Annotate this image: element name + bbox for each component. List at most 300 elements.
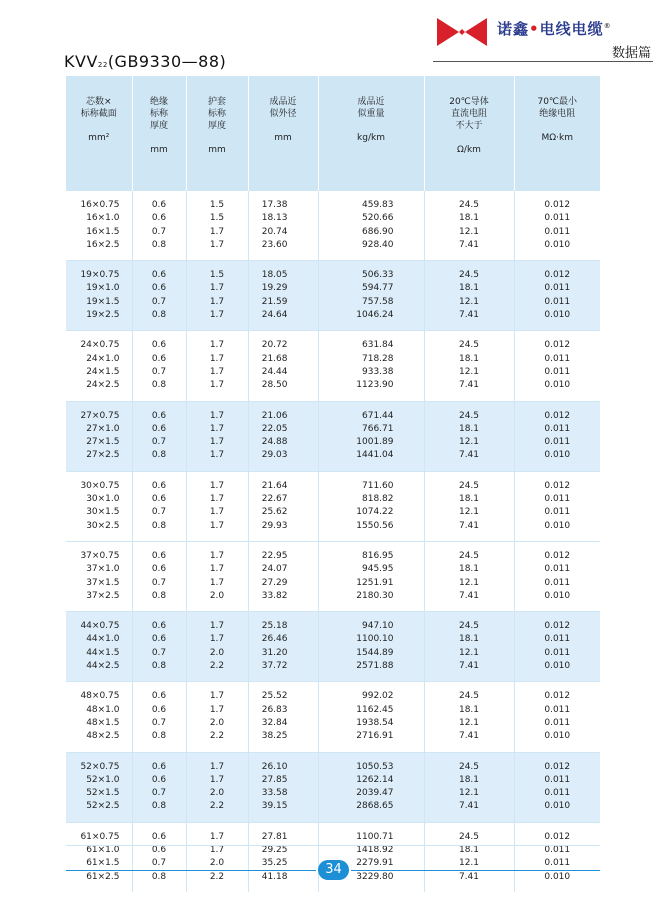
table-cell: 1.7 bbox=[186, 633, 248, 646]
table-cell: 27×1.5 bbox=[66, 436, 132, 449]
header-line: 绝缘 bbox=[149, 97, 168, 107]
table-cell: 35.25 bbox=[248, 857, 318, 870]
table-cell: 1.5 bbox=[186, 212, 248, 225]
table-cell: 1.7 bbox=[186, 844, 248, 857]
table-cell: 1050.53 bbox=[318, 752, 424, 774]
table-cell: 7.41 bbox=[424, 730, 514, 752]
table-cell: 1.7 bbox=[186, 704, 248, 717]
table-cell: 32.84 bbox=[248, 717, 318, 730]
table-cell: 44×1.0 bbox=[66, 633, 132, 646]
table-row bbox=[66, 563, 600, 576]
table-row bbox=[66, 309, 600, 331]
table-cell: 31.20 bbox=[248, 647, 318, 660]
page-title: KVV22(GB9330—88) bbox=[64, 52, 227, 71]
table-cell: 18.05 bbox=[248, 261, 318, 283]
table-cell: 12.1 bbox=[424, 296, 514, 309]
table-cell: 0.6 bbox=[132, 682, 186, 704]
table-cell: 0.6 bbox=[132, 282, 186, 295]
table-header-row bbox=[66, 76, 600, 191]
table-cell: 0.8 bbox=[132, 871, 186, 892]
table-cell: 21.59 bbox=[248, 296, 318, 309]
table-cell: 7.41 bbox=[424, 449, 514, 471]
table-cell: 2039.47 bbox=[318, 787, 424, 800]
table-cell: 16×1.0 bbox=[86, 213, 120, 224]
table-cell: 0.011 bbox=[514, 563, 600, 576]
table-cell: 26.46 bbox=[248, 633, 318, 646]
table-cell: 24×1.0 bbox=[86, 353, 120, 364]
table-cell: 37×1.0 bbox=[86, 564, 120, 575]
table-cell: 24.5 bbox=[424, 261, 514, 283]
table-cell: 945.95 bbox=[318, 563, 424, 576]
table-cell: 0.6 bbox=[132, 822, 186, 844]
table-cell: 48×2.5 bbox=[86, 731, 120, 742]
table-cell: 12.1 bbox=[424, 506, 514, 519]
table-cell: 27×2.5 bbox=[66, 449, 132, 471]
table-row bbox=[66, 296, 600, 309]
table-cell: 25.62 bbox=[248, 506, 318, 519]
table-cell: 1100.71 bbox=[318, 822, 424, 844]
row-group bbox=[66, 261, 600, 331]
header-line: 似重量 bbox=[357, 109, 385, 119]
column-header-7 bbox=[514, 76, 600, 191]
table-cell: 459.83 bbox=[318, 191, 424, 212]
table-cell: 21.06 bbox=[248, 401, 318, 423]
table-cell: 0.6 bbox=[132, 844, 186, 857]
table-row bbox=[66, 401, 600, 423]
table-cell: 37×2.5 bbox=[86, 590, 120, 601]
header-unit: mm bbox=[274, 133, 292, 143]
table-cell: 0.6 bbox=[132, 704, 186, 717]
table-cell: 0.012 bbox=[514, 541, 600, 563]
table-cell: 0.011 bbox=[514, 774, 600, 787]
table-cell: 1.7 bbox=[186, 366, 248, 379]
table-cell: 12.1 bbox=[424, 366, 514, 379]
table-cell: 1.7 bbox=[186, 331, 248, 353]
table-cell: 0.010 bbox=[514, 520, 600, 542]
table-cell: 18.1 bbox=[424, 493, 514, 506]
table-cell: 37×0.75 bbox=[66, 541, 132, 563]
table-cell: 1441.04 bbox=[318, 449, 424, 471]
table-cell: 39.15 bbox=[248, 800, 318, 822]
column-header-4 bbox=[248, 76, 318, 191]
table-cell: 711.60 bbox=[318, 471, 424, 493]
table-row bbox=[66, 282, 600, 295]
table-cell: 0.011 bbox=[514, 844, 600, 857]
table-cell: 41.18 bbox=[248, 871, 318, 892]
table-cell: 21.64 bbox=[248, 471, 318, 493]
table-row bbox=[66, 647, 600, 660]
table-cell: 0.011 bbox=[514, 704, 600, 717]
table-cell: 7.41 bbox=[424, 871, 514, 892]
table-cell: 0.6 bbox=[132, 353, 186, 366]
table-cell: 1.7 bbox=[186, 239, 248, 261]
table-cell: 0.011 bbox=[514, 493, 600, 506]
table-cell: 0.6 bbox=[132, 191, 186, 212]
table-cell: 30×0.75 bbox=[66, 471, 132, 493]
table-cell: 0.6 bbox=[132, 493, 186, 506]
table-cell: 12.1 bbox=[424, 436, 514, 449]
table-cell: 2.0 bbox=[186, 857, 248, 870]
header-line: 20℃导体 bbox=[449, 97, 489, 107]
table-cell: 0.012 bbox=[514, 471, 600, 493]
table-cell: 1.7 bbox=[186, 449, 248, 471]
header-line: 直流电阻 bbox=[450, 109, 487, 119]
table-cell: 0.012 bbox=[514, 401, 600, 423]
table-cell: 0.011 bbox=[514, 436, 600, 449]
table-row bbox=[66, 471, 600, 493]
table-cell: 7.41 bbox=[424, 520, 514, 542]
table-row bbox=[66, 366, 600, 379]
table-cell: 0.7 bbox=[132, 647, 186, 660]
header-line: 70℃最小 bbox=[537, 97, 578, 107]
table-cell: 1550.56 bbox=[318, 520, 424, 542]
table-cell: 12.1 bbox=[424, 787, 514, 800]
table-cell: 7.41 bbox=[424, 239, 514, 261]
table-cell: 1.7 bbox=[186, 822, 248, 844]
header-line: 芯数× bbox=[85, 97, 112, 107]
table-row bbox=[66, 612, 600, 634]
table-cell: 24.5 bbox=[424, 752, 514, 774]
row-group bbox=[66, 752, 600, 822]
table-cell: 1.7 bbox=[186, 506, 248, 519]
table-cell: 0.6 bbox=[132, 612, 186, 634]
table-row bbox=[66, 541, 600, 563]
table-cell: 686.90 bbox=[318, 226, 424, 239]
table-cell: 0.7 bbox=[132, 717, 186, 730]
table-cell: 48×1.0 bbox=[86, 704, 120, 715]
table-cell: 0.010 bbox=[514, 379, 600, 401]
table-cell: 33.82 bbox=[248, 590, 318, 612]
header-line: 成品近 bbox=[357, 97, 385, 107]
table-cell: 19×1.0 bbox=[66, 282, 132, 295]
header-unit: Ω/km bbox=[457, 145, 481, 155]
table-cell: 1.7 bbox=[186, 436, 248, 449]
table-cell: 1251.91 bbox=[318, 577, 424, 590]
table-cell: 44×1.5 bbox=[66, 647, 132, 660]
table-row bbox=[66, 353, 600, 366]
table-cell: 1162.45 bbox=[318, 704, 424, 717]
table-cell: 1.7 bbox=[186, 563, 248, 576]
table-cell: 594.77 bbox=[318, 282, 424, 295]
table-cell: 37×1.5 bbox=[86, 577, 120, 588]
table-cell: 30×1.0 bbox=[86, 494, 120, 505]
table-cell: 37.72 bbox=[248, 660, 318, 682]
table-cell: 1544.89 bbox=[318, 647, 424, 660]
table-cell: 0.8 bbox=[132, 730, 186, 752]
table-cell: 22.95 bbox=[248, 541, 318, 563]
table-cell: 27.85 bbox=[248, 774, 318, 787]
header-line: 绝缘电阻 bbox=[539, 109, 576, 119]
row-group bbox=[66, 822, 600, 892]
table-cell: 1.7 bbox=[186, 309, 248, 331]
table-cell: 52×1.0 bbox=[66, 774, 132, 787]
table-cell: 24.07 bbox=[248, 563, 318, 576]
table-cell: 1123.90 bbox=[318, 379, 424, 401]
table-cell: 1418.92 bbox=[318, 844, 424, 857]
table-row bbox=[66, 506, 600, 519]
table-cell: 1.7 bbox=[186, 577, 248, 590]
table-cell: 33.58 bbox=[248, 787, 318, 800]
table-cell: 2.0 bbox=[186, 647, 248, 660]
table-cell: 29.93 bbox=[248, 520, 318, 542]
table-row bbox=[66, 331, 600, 353]
header-divider bbox=[433, 61, 653, 62]
table-cell: 1.7 bbox=[186, 541, 248, 563]
table-cell: 38.25 bbox=[248, 730, 318, 752]
table-cell: 24.5 bbox=[424, 682, 514, 704]
table-row bbox=[66, 752, 600, 774]
table-cell: 0.011 bbox=[514, 226, 600, 239]
table-cell: 0.011 bbox=[514, 212, 600, 225]
table-cell: 12.1 bbox=[424, 857, 514, 870]
table-cell: 27×1.0 bbox=[66, 423, 132, 436]
table-cell: 1.7 bbox=[186, 226, 248, 239]
header-line: 成品近 bbox=[269, 97, 297, 107]
header-unit: MΩ·km bbox=[541, 133, 573, 143]
table-cell: 1.7 bbox=[186, 471, 248, 493]
table-bottom-rule bbox=[66, 845, 600, 846]
table-cell: 0.7 bbox=[132, 296, 186, 309]
table-cell: 1046.24 bbox=[318, 309, 424, 331]
row-group bbox=[66, 471, 600, 541]
table-cell: 0.012 bbox=[514, 191, 600, 212]
table-cell: 2180.30 bbox=[318, 590, 424, 612]
table-cell: 16×0.75 bbox=[80, 200, 120, 210]
table-cell: 0.010 bbox=[514, 660, 600, 682]
table-cell: 0.6 bbox=[132, 752, 186, 774]
table-cell: 1.7 bbox=[186, 493, 248, 506]
table-cell: 61×0.75 bbox=[66, 822, 132, 844]
table-cell: 28.50 bbox=[248, 379, 318, 401]
table-cell: 24.5 bbox=[424, 822, 514, 844]
table-cell: 24.44 bbox=[248, 366, 318, 379]
table-row bbox=[66, 577, 600, 590]
section-subtitle: 数据篇 bbox=[611, 46, 651, 61]
table-cell: 766.71 bbox=[318, 423, 424, 436]
table-cell: 816.95 bbox=[318, 541, 424, 563]
table-cell: 0.6 bbox=[132, 401, 186, 423]
table-cell: 1.5 bbox=[186, 191, 248, 212]
brand-name: 诺鑫•电线电缆® bbox=[497, 20, 612, 38]
table-cell: 0.010 bbox=[514, 871, 600, 892]
table-cell: 0.011 bbox=[514, 787, 600, 800]
table-cell: 1.7 bbox=[186, 774, 248, 787]
table-cell: 61×1.0 bbox=[86, 844, 120, 855]
table-cell: 24×2.5 bbox=[86, 380, 120, 391]
table-cell: 29.03 bbox=[248, 449, 318, 471]
table-cell: 1.7 bbox=[186, 379, 248, 401]
table-cell: 24.5 bbox=[424, 331, 514, 353]
table-cell: 1.7 bbox=[186, 423, 248, 436]
table-cell: 0.7 bbox=[132, 226, 186, 239]
table-cell: 0.8 bbox=[132, 800, 186, 822]
footer-rule-left bbox=[66, 870, 316, 871]
table-cell: 0.6 bbox=[132, 212, 186, 225]
table-cell: 2.2 bbox=[186, 800, 248, 822]
table-cell: 1.7 bbox=[186, 353, 248, 366]
table-cell: 0.010 bbox=[514, 449, 600, 471]
table-cell: 0.011 bbox=[514, 633, 600, 646]
table-cell: 947.10 bbox=[318, 612, 424, 634]
table-cell: 0.8 bbox=[132, 449, 186, 471]
table-cell: 718.28 bbox=[318, 353, 424, 366]
table-row bbox=[66, 423, 600, 436]
table-row bbox=[66, 787, 600, 800]
table-cell: 0.8 bbox=[132, 590, 186, 612]
table-cell: 0.6 bbox=[132, 471, 186, 493]
table-cell: 27.81 bbox=[248, 822, 318, 844]
table-cell: 992.02 bbox=[318, 682, 424, 704]
table-cell: 0.010 bbox=[514, 239, 600, 261]
table-cell: 0.010 bbox=[514, 590, 600, 612]
table-cell: 0.011 bbox=[514, 506, 600, 519]
table-cell: 2.0 bbox=[186, 787, 248, 800]
table-row bbox=[66, 682, 600, 704]
table-cell: 0.6 bbox=[132, 774, 186, 787]
table-cell: 7.41 bbox=[424, 379, 514, 401]
table-cell: 0.6 bbox=[132, 423, 186, 436]
table-row bbox=[66, 717, 600, 730]
table-row bbox=[66, 520, 600, 542]
table-cell: 25.52 bbox=[248, 682, 318, 704]
header-line: 厚度 bbox=[149, 121, 168, 131]
table-cell: 24.88 bbox=[248, 436, 318, 449]
table-cell: 30×2.5 bbox=[86, 520, 120, 531]
column-header-5 bbox=[318, 76, 424, 191]
table-cell: 7.41 bbox=[424, 309, 514, 331]
table-cell: 30×1.5 bbox=[86, 507, 120, 518]
table-cell: 17.38 bbox=[248, 191, 318, 212]
table-cell: 506.33 bbox=[318, 261, 424, 283]
table-cell: 0.6 bbox=[132, 541, 186, 563]
brand-header bbox=[433, 12, 653, 66]
header-unit: kg/km bbox=[357, 133, 385, 143]
table-cell: 520.66 bbox=[318, 212, 424, 225]
table-cell: 24.5 bbox=[424, 541, 514, 563]
table-cell: 7.41 bbox=[424, 660, 514, 682]
table-cell: 0.011 bbox=[514, 353, 600, 366]
table-cell: 18.1 bbox=[424, 282, 514, 295]
table-row bbox=[66, 822, 600, 844]
table-cell: 0.7 bbox=[132, 787, 186, 800]
table-cell: 18.13 bbox=[248, 212, 318, 225]
table-cell: 0.011 bbox=[514, 577, 600, 590]
table-cell: 1262.14 bbox=[318, 774, 424, 787]
table-cell: 24.5 bbox=[424, 401, 514, 423]
table-cell: 24×1.5 bbox=[86, 366, 120, 377]
table-cell: 12.1 bbox=[424, 226, 514, 239]
table-cell: 18.1 bbox=[424, 212, 514, 225]
table-cell: 16×1.5 bbox=[86, 226, 120, 237]
table-cell: 0.6 bbox=[132, 633, 186, 646]
table-cell: 2279.91 bbox=[318, 857, 424, 870]
table-cell: 0.011 bbox=[514, 717, 600, 730]
table-cell: 12.1 bbox=[424, 717, 514, 730]
table-cell: 18.1 bbox=[424, 353, 514, 366]
table-cell: 2868.65 bbox=[318, 800, 424, 822]
table-row bbox=[66, 493, 600, 506]
table-cell: 1.7 bbox=[186, 296, 248, 309]
table-cell: 0.8 bbox=[132, 379, 186, 401]
table-row bbox=[66, 436, 600, 449]
table-cell: 44×0.75 bbox=[66, 612, 132, 634]
table-cell: 24.5 bbox=[424, 612, 514, 634]
table-cell: 19×1.5 bbox=[66, 296, 132, 309]
table-cell: 19×0.75 bbox=[66, 261, 132, 283]
table-cell: 1.7 bbox=[186, 520, 248, 542]
table-cell: 0.010 bbox=[514, 309, 600, 331]
table-cell: 0.8 bbox=[132, 239, 186, 261]
column-header-1 bbox=[66, 76, 132, 191]
header-line: 似外径 bbox=[269, 109, 297, 119]
table-row bbox=[66, 226, 600, 239]
table-cell: 1.5 bbox=[186, 261, 248, 283]
table-row bbox=[66, 261, 600, 283]
table-row bbox=[66, 379, 600, 401]
table-cell: 23.60 bbox=[248, 239, 318, 261]
table-cell: 757.58 bbox=[318, 296, 424, 309]
table-cell: 0.011 bbox=[514, 296, 600, 309]
column-header-2 bbox=[132, 76, 186, 191]
header-line: 不大于 bbox=[455, 121, 483, 131]
header-unit: mm² bbox=[88, 133, 110, 143]
table-cell: 2571.88 bbox=[318, 660, 424, 682]
header-unit: mm bbox=[150, 145, 168, 155]
table-cell: 7.41 bbox=[424, 800, 514, 822]
table-cell: 24.5 bbox=[424, 191, 514, 212]
table-cell: 0.8 bbox=[132, 520, 186, 542]
table-row bbox=[66, 449, 600, 471]
table-cell: 44×2.5 bbox=[66, 660, 132, 682]
table-cell: 52×0.75 bbox=[66, 752, 132, 774]
table-cell: 18.1 bbox=[424, 704, 514, 717]
table-cell: 7.41 bbox=[424, 590, 514, 612]
table-cell: 48×1.5 bbox=[86, 717, 120, 728]
table-cell: 0.012 bbox=[514, 752, 600, 774]
table-cell: 25.18 bbox=[248, 612, 318, 634]
table-cell: 24×0.75 bbox=[66, 331, 132, 353]
table-cell: 0.012 bbox=[514, 822, 600, 844]
row-group bbox=[66, 401, 600, 471]
table-cell: 0.011 bbox=[514, 857, 600, 870]
table-cell: 0.7 bbox=[132, 436, 186, 449]
table-row bbox=[66, 633, 600, 646]
table-row bbox=[66, 774, 600, 787]
header-line: 标称 bbox=[149, 109, 168, 119]
table-cell: 0.7 bbox=[132, 366, 186, 379]
table-cell: 0.7 bbox=[132, 506, 186, 519]
bowtie-logo-icon bbox=[433, 12, 491, 52]
table-cell: 29.25 bbox=[248, 844, 318, 857]
table-cell: 12.1 bbox=[424, 647, 514, 660]
header-line: 标称 bbox=[207, 109, 226, 119]
table-cell: 933.38 bbox=[318, 366, 424, 379]
table-row bbox=[66, 730, 600, 752]
table-cell: 27×0.75 bbox=[66, 401, 132, 423]
column-header-6 bbox=[424, 76, 514, 191]
table-cell: 0.6 bbox=[132, 331, 186, 353]
table-cell: 0.010 bbox=[514, 800, 600, 822]
table-cell: 0.8 bbox=[132, 660, 186, 682]
table-cell: 1938.54 bbox=[318, 717, 424, 730]
table-cell: 16×2.5 bbox=[86, 239, 120, 250]
table-cell: 18.1 bbox=[424, 633, 514, 646]
table-cell: 18.1 bbox=[424, 774, 514, 787]
table-cell: 21.68 bbox=[248, 353, 318, 366]
table-cell: 2.2 bbox=[186, 871, 248, 892]
header-line: 护套 bbox=[207, 97, 226, 107]
table-cell: 61×2.5 bbox=[86, 871, 120, 882]
